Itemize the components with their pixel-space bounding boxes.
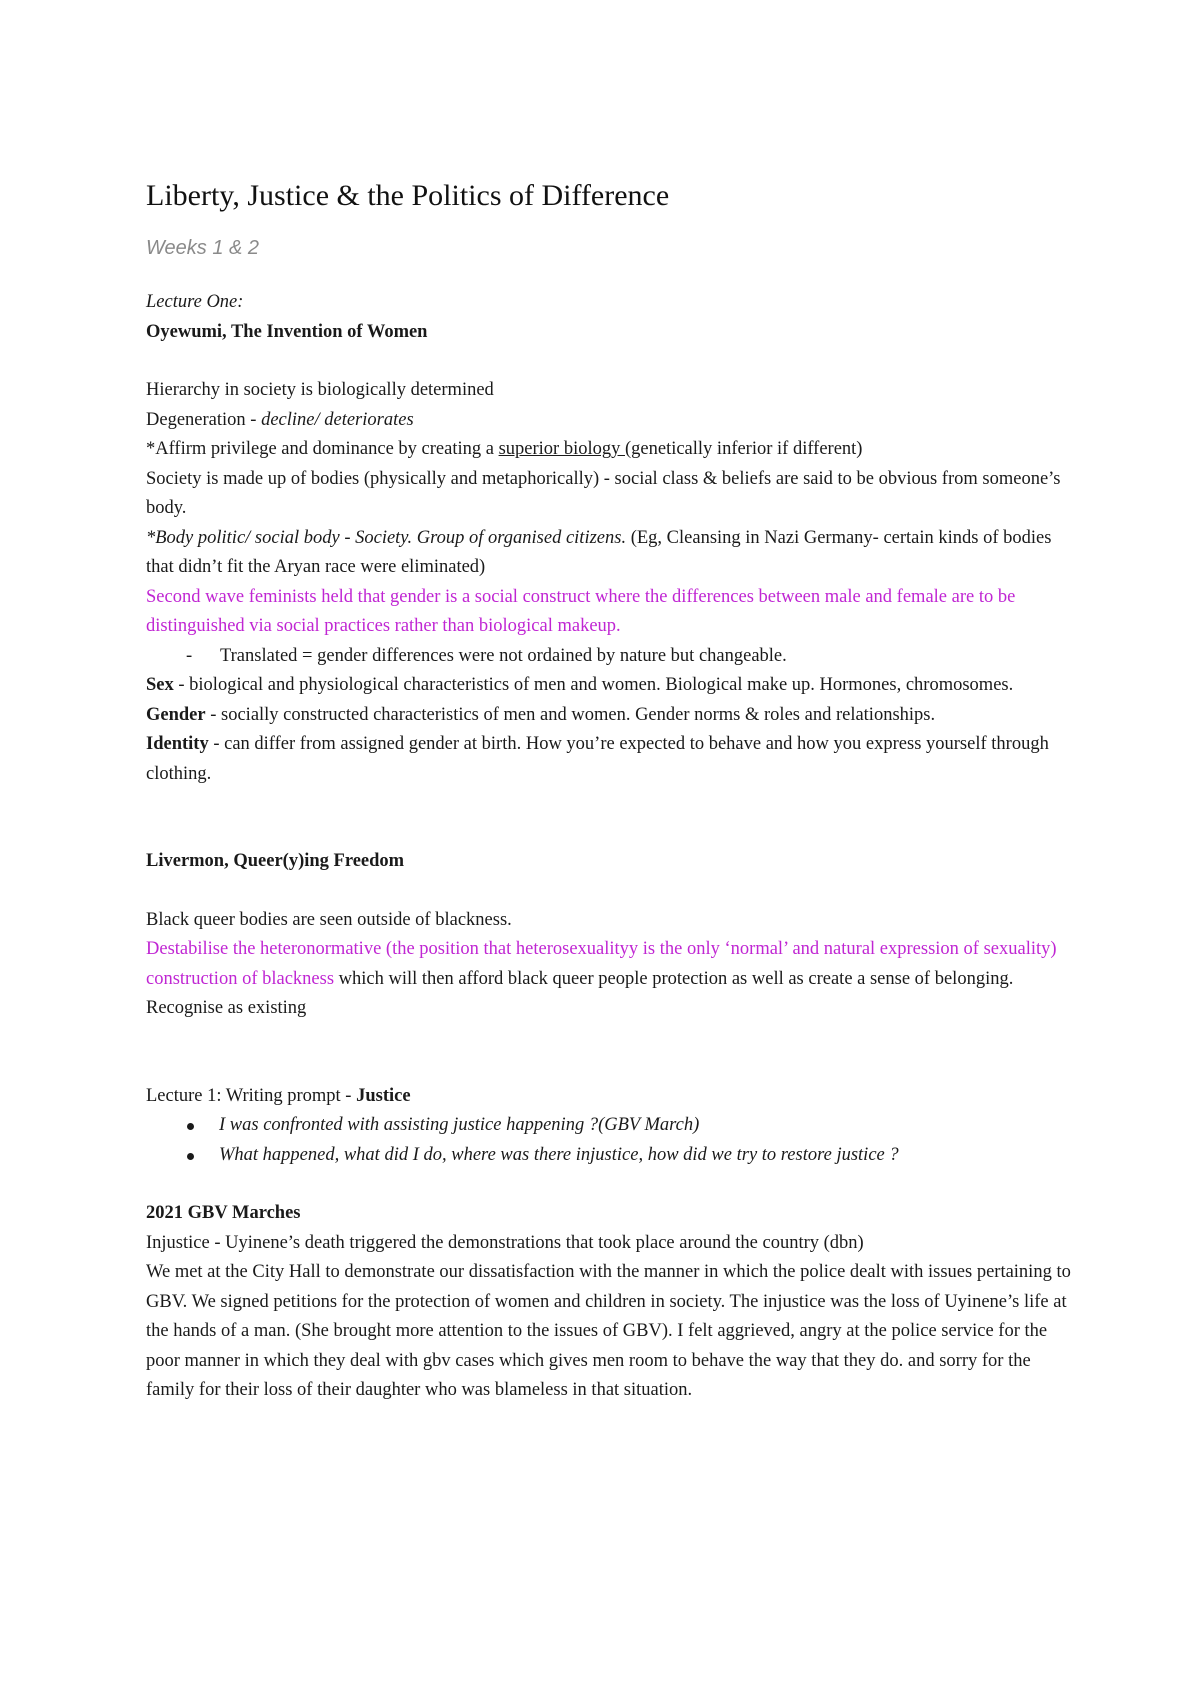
- def-sex: - biological and physiological characteristics of men and women. Biological make up. Hormones, chromosomes.: [173, 675, 1014, 695]
- list-item: [146, 1141, 1076, 1171]
- list-item: [146, 1111, 1076, 1141]
- prompt-prefix: Lecture 1: Writing prompt -: [146, 1085, 357, 1106]
- paragraph-black-queer: Black queer bodies are seen outside of blackness.: [146, 909, 512, 930]
- paragraph-second-wave: Second wave feminists held that gender is a social construct where the differences between male and female are to be distinguished via social practices rather than biological makeup.: [146, 586, 1016, 636]
- affirm-underlined: superior biology: [498, 439, 625, 459]
- paragraph-injustice: Injustice - Uyinene’s death triggered the demonstrations that took place around the country (dbn): [146, 1232, 864, 1253]
- document-title: Liberty, Justice & the Politics of Difference: [146, 179, 670, 212]
- prompt-bullet-list: [146, 1111, 1076, 1170]
- term-sex: Sex: [146, 675, 174, 695]
- paragraph-degeneration: [146, 406, 1076, 436]
- paragraph-body-politic: [146, 524, 1076, 583]
- prompt-topic: Justice: [356, 1085, 411, 1106]
- paragraph-city-hall: We met at the City Hall to demonstrate our dissatisfaction with the manner in which the police dealt with issues pertaining to GBV. We signed petitions for the protection of women and children in society. The injustice was the loss of Uyinene’s life at the hands of a man. (She brought more attention to the issues of GBV). I felt aggrieved, angry at the police service for the poor manner in which they deal with gbv cases which gives men room to behave the way that they do. and sorry for the family for their loss of their daughter who was blameless in that situation.: [146, 1262, 1071, 1400]
- dash-marker: -: [186, 645, 193, 666]
- def-identity: - can differ from assigned gender at birth. How you’re expected to behave and how you express yourself through clothing.: [146, 734, 1049, 784]
- degeneration-prefix: Degeneration -: [146, 409, 262, 430]
- destabilise-highlight: Destabilise the heteronormative (the position that heterosexualityy is the only ‘normal’ and natural expression of sexuality) construction of blackness: [146, 939, 1057, 989]
- definition-identity: [146, 730, 1076, 789]
- body-politic-rest: (Eg, Cleansing in Nazi Germany- certain kinds of bodies that didn’t fit the Aryan race were eliminated): [146, 527, 1052, 577]
- section-heading-gbv: 2021 GBV Marches: [146, 1203, 301, 1223]
- document-subtitle: Weeks 1 & 2: [146, 237, 260, 259]
- degeneration-definition: decline/ deteriorates: [261, 409, 414, 430]
- lecture-label: Lecture One:: [146, 292, 244, 312]
- term-gender: Gender: [146, 704, 206, 725]
- paragraph-destabilise: [146, 935, 1076, 994]
- def-gender: - socially constructed characteristics of men and women. Gender norms & roles and relationships.: [205, 704, 936, 725]
- bullet-dot-icon: [187, 1153, 194, 1160]
- dash-list-item: [146, 642, 1076, 672]
- paragraph-society: Society is made up of bodies (physically and metaphorically) - social class & beliefs are said to be obvious from someone’s body.: [146, 468, 1061, 518]
- paragraph-recognise: Recognise as existing: [146, 998, 307, 1018]
- section-heading-livermon: Livermon, Queer(y)ing Freedom: [146, 851, 405, 871]
- document-body: [146, 176, 1076, 1406]
- paragraph-hierarchy: Hierarchy in society is biologically determined: [146, 380, 494, 400]
- paragraph-affirm: [146, 435, 1076, 465]
- term-identity: Identity: [146, 734, 209, 754]
- definition-sex: [146, 671, 1076, 701]
- destabilise-rest: which will then afford black queer people protection as well as create a sense of belonging.: [334, 968, 1014, 989]
- bullet-text: I was confronted with assisting justice happening ?(GBV March): [219, 1115, 700, 1135]
- definition-gender: [146, 701, 1076, 731]
- dash-item-text: Translated = gender differences were not ordained by nature but changeable.: [220, 645, 787, 666]
- affirm-prefix: *Affirm privilege and dominance by creating a: [146, 439, 499, 459]
- affirm-suffix: (genetically inferior if different): [624, 439, 863, 459]
- body-politic-italic: *Body politic/ social body - Society. Group of organised citizens.: [146, 527, 627, 548]
- bullet-text: What happened, what did I do, where was there injustice, how did we try to restore justice ?: [219, 1144, 899, 1165]
- section-heading-oyewumi: Oyewumi, The Invention of Women: [146, 321, 428, 342]
- bullet-dot-icon: [187, 1123, 194, 1130]
- writing-prompt-line: [146, 1082, 1076, 1112]
